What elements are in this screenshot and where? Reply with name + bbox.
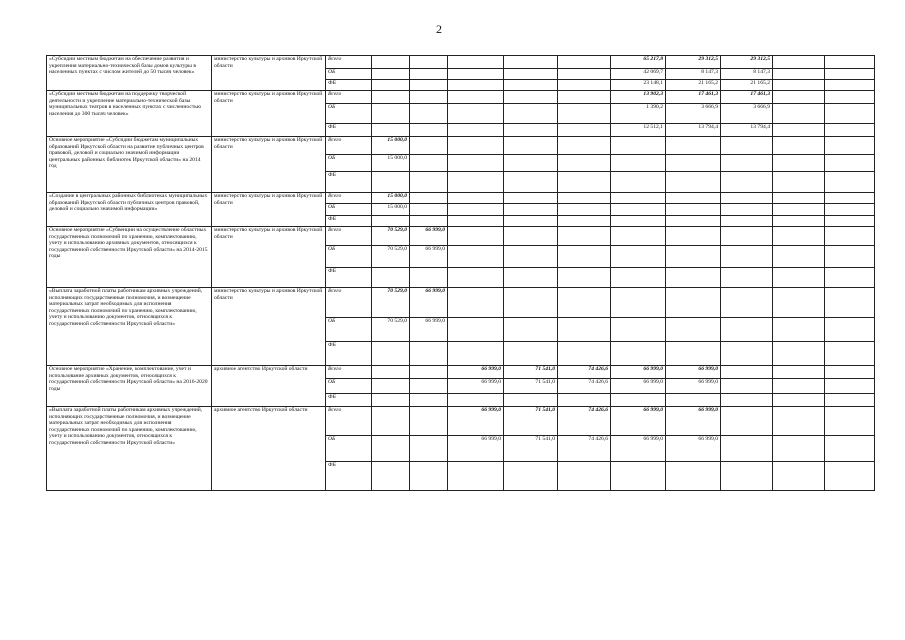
amount-cell: 66 999,0 [448,407,504,436]
funding-source: Всего [326,407,372,436]
amount-cell [666,204,721,216]
amount-cell [825,394,875,407]
amount-cell [410,69,448,80]
funding-source: ФБ [326,268,372,288]
amount-cell [410,91,448,104]
amount-cell [410,172,448,193]
amount-cell [558,193,611,204]
amount-cell [611,268,666,288]
amount-cell [666,394,721,407]
amount-cell [773,124,825,137]
amount-cell [558,155,611,172]
funding-source: ОБ [326,104,372,124]
amount-cell: 15 000,0 [372,137,410,155]
funding-source: Всего [326,137,372,155]
amount-cell [410,137,448,155]
amount-cell: 13 902,3 [611,91,666,104]
amount-cell [372,56,410,69]
amount-cell [372,379,410,394]
amount-cell [372,172,410,193]
funding-source: ОБ [326,318,372,342]
amount-cell [721,246,773,268]
amount-cell [448,246,504,268]
amount-cell [410,155,448,172]
amount-cell [721,172,773,193]
amount-cell [611,204,666,216]
amount-cell [825,69,875,80]
executor-name: министерство культуры и архивов Иркутской области [212,227,326,288]
amount-cell [448,268,504,288]
amount-cell [558,56,611,69]
amount-cell: 29 312,5 [721,56,773,69]
amount-cell [558,268,611,288]
amount-cell [372,462,410,491]
funding-source: ОБ [326,436,372,462]
amount-cell [666,193,721,204]
amount-cell [558,104,611,124]
amount-cell: 42 069,7 [611,69,666,80]
amount-cell [773,69,825,80]
amount-cell [558,288,611,318]
executor-name: министерство культуры и архивов Иркутской области [212,137,326,193]
amount-cell: 66 999,0 [410,227,448,246]
amount-cell [721,407,773,436]
amount-cell [666,137,721,155]
amount-cell [372,124,410,137]
amount-cell [773,407,825,436]
table-row [47,91,875,104]
amount-cell [773,268,825,288]
amount-cell [448,288,504,318]
activity-description: Основное мероприятие «Хранение, комплектование, учет и использование архивных документов, относящихся к государственной собственности Иркутской области» на 2016-2020 годы [47,366,212,407]
activity-description: «Выплата заработной платы работникам архивных учреждений, исполняющих государственные полномочия, и возмещение материальных затрат необходимых для исполнения государственных полномочий по хранению, комплектованию, учету и использованию документов, относящихся к государственной собственности Иркутской области» [47,407,212,491]
amount-cell [372,69,410,80]
amount-cell [372,268,410,288]
executor-name: архивное агентство Иркутской области [212,407,326,491]
amount-cell [372,342,410,366]
amount-cell: 71 541,0 [504,407,558,436]
amount-cell [825,80,875,91]
amount-cell [773,80,825,91]
budget-table [46,55,875,491]
amount-cell: 15 000,0 [372,204,410,216]
amount-cell [721,462,773,491]
amount-cell: 1 390,2 [611,104,666,124]
amount-cell [558,227,611,246]
amount-cell [504,394,558,407]
executor-name: министерство культуры и архивов Иркутской области [212,91,326,137]
amount-cell [773,462,825,491]
amount-cell [611,155,666,172]
amount-cell [372,394,410,407]
amount-cell [504,172,558,193]
amount-cell [504,288,558,318]
amount-cell [372,104,410,124]
amount-cell [410,193,448,204]
amount-cell: 71 541,0 [504,436,558,462]
activity-description: Основное мероприятие «Субсидии бюджетам муниципальных образований Иркутской области на развитие публичных центров правовой, деловой и социально значимой информации центральных районных библиотек Иркутской области» на 2014 год [47,137,212,193]
amount-cell [825,104,875,124]
amount-cell [504,137,558,155]
amount-cell [611,137,666,155]
amount-cell: 17 461,3 [666,91,721,104]
table-row [47,137,875,155]
activity-description: «Субсидии местным бюджетам на обеспечение развития и укрепления материально-технической базы домов культуры в населенных пунктах с числом жителей до 50 тысяч человек» [47,56,212,91]
funding-source: ФБ [326,80,372,91]
funding-source: Всего [326,91,372,104]
amount-cell [721,379,773,394]
amount-cell [825,193,875,204]
amount-cell [721,227,773,246]
funding-source: Всего [326,56,372,69]
funding-source: Всего [326,288,372,318]
amount-cell [558,462,611,491]
amount-cell [410,366,448,379]
amount-cell [666,288,721,318]
amount-cell [372,366,410,379]
amount-cell [666,227,721,246]
amount-cell [448,69,504,80]
amount-cell [410,216,448,227]
amount-cell [611,193,666,204]
amount-cell [558,394,611,407]
amount-cell [410,436,448,462]
amount-cell: 13 794,4 [666,124,721,137]
amount-cell [773,394,825,407]
amount-cell [448,137,504,155]
amount-cell: 12 512,1 [611,124,666,137]
funding-source: ФБ [326,394,372,407]
funding-source: ФБ [326,342,372,366]
amount-cell [558,91,611,104]
amount-cell [558,137,611,155]
amount-cell [558,80,611,91]
amount-cell [448,56,504,69]
amount-cell [504,216,558,227]
amount-cell [773,436,825,462]
funding-source: ОБ [326,69,372,80]
amount-cell [558,69,611,80]
amount-cell: 71 541,0 [504,366,558,379]
amount-cell: 66 999,0 [448,379,504,394]
amount-cell [372,216,410,227]
amount-cell [448,204,504,216]
table-row [47,56,875,69]
activity-description: «Выплата заработной платы работникам архивных учреждений, исполняющих государственные полномочия, и возмещение материальных затрат необходимых для исполнения государственных полномочий по хранению, комплектованию, учету и использованию документов, относящихся к государственной собственности Иркутской области» [47,288,212,366]
table-row [47,407,875,436]
table-row [47,193,875,204]
amount-cell: 66 999,0 [611,407,666,436]
amount-cell [825,56,875,69]
amount-cell [504,91,558,104]
amount-cell [721,394,773,407]
amount-cell [448,80,504,91]
amount-cell [611,227,666,246]
amount-cell [504,246,558,268]
amount-cell [410,80,448,91]
amount-cell [825,172,875,193]
funding-source: ФБ [326,462,372,491]
amount-cell [611,172,666,193]
amount-cell [825,91,875,104]
funding-source: ФБ [326,172,372,193]
amount-cell [410,104,448,124]
amount-cell [504,227,558,246]
amount-cell [448,342,504,366]
amount-cell: 23 148,1 [611,80,666,91]
amount-cell: 71 541,0 [504,379,558,394]
funding-source: ОБ [326,246,372,268]
amount-cell: 3 666,9 [721,104,773,124]
amount-cell [721,268,773,288]
amount-cell [410,124,448,137]
amount-cell [558,246,611,268]
amount-cell: 74 426,6 [558,379,611,394]
amount-cell [611,394,666,407]
amount-cell [448,155,504,172]
amount-cell [448,172,504,193]
amount-cell: 66 999,0 [410,288,448,318]
amount-cell [611,318,666,342]
amount-cell [504,193,558,204]
amount-cell [504,342,558,366]
funding-source: ОБ [326,155,372,172]
executor-name: министерство культуры и архивов Иркутской области [212,288,326,366]
amount-cell [504,80,558,91]
amount-cell: 15 000,0 [372,193,410,204]
amount-cell [825,155,875,172]
amount-cell: 70 529,0 [372,227,410,246]
amount-cell [372,407,410,436]
amount-cell [666,342,721,366]
executor-name: министерство культуры и архивов Иркутской области [212,56,326,91]
amount-cell [448,318,504,342]
amount-cell [825,407,875,436]
amount-cell [448,124,504,137]
amount-cell [825,379,875,394]
amount-cell: 66 999,0 [611,436,666,462]
amount-cell [773,216,825,227]
amount-cell [611,342,666,366]
amount-cell: 8 147,3 [666,69,721,80]
amount-cell [825,462,875,491]
amount-cell [825,227,875,246]
amount-cell [773,342,825,366]
table-row [47,366,875,379]
funding-source: ОБ [326,204,372,216]
funding-source: Всего [326,366,372,379]
amount-cell: 21 165,2 [721,80,773,91]
amount-cell [558,172,611,193]
executor-name: архивное агентство Иркутской области [212,366,326,407]
amount-cell [611,288,666,318]
amount-cell [448,104,504,124]
amount-cell [773,193,825,204]
table-row [47,227,875,246]
amount-cell: 66 999,0 [448,436,504,462]
amount-cell [666,246,721,268]
amount-cell [410,56,448,69]
amount-cell: 70 529,0 [372,288,410,318]
funding-source: ФБ [326,124,372,137]
amount-cell [504,124,558,137]
amount-cell: 66 999,0 [666,379,721,394]
amount-cell [773,366,825,379]
amount-cell [611,216,666,227]
amount-cell [666,462,721,491]
amount-cell [721,288,773,318]
amount-cell [504,268,558,288]
amount-cell [410,379,448,394]
amount-cell [410,342,448,366]
amount-cell [721,137,773,155]
amount-cell [448,91,504,104]
amount-cell: 13 794,4 [721,124,773,137]
amount-cell [825,137,875,155]
amount-cell [773,318,825,342]
amount-cell: 3 666,9 [666,104,721,124]
amount-cell [372,436,410,462]
amount-cell: 66 999,0 [611,366,666,379]
amount-cell [773,379,825,394]
amount-cell [721,216,773,227]
amount-cell: 74 426,6 [558,407,611,436]
amount-cell [558,318,611,342]
amount-cell: 66 999,0 [666,366,721,379]
amount-cell [504,462,558,491]
amount-cell [372,91,410,104]
amount-cell [721,155,773,172]
amount-cell [611,462,666,491]
page-number: 2 [436,22,442,36]
amount-cell: 17 461,3 [721,91,773,104]
amount-cell [773,227,825,246]
amount-cell [504,155,558,172]
amount-cell [410,204,448,216]
amount-cell [410,407,448,436]
amount-cell [504,56,558,69]
amount-cell [504,104,558,124]
amount-cell [558,216,611,227]
amount-cell [721,193,773,204]
amount-cell [825,268,875,288]
amount-cell: 66 999,0 [666,407,721,436]
amount-cell [773,288,825,318]
amount-cell [825,216,875,227]
executor-name: министерство культуры и архивов Иркутской области [212,193,326,227]
amount-cell: 74 426,6 [558,366,611,379]
amount-cell: 66 999,0 [666,436,721,462]
amount-cell [773,172,825,193]
amount-cell [721,204,773,216]
amount-cell: 29 312,5 [666,56,721,69]
table-row [47,288,875,318]
amount-cell [666,216,721,227]
amount-cell [448,227,504,246]
amount-cell [825,366,875,379]
funding-source: ОБ [326,379,372,394]
amount-cell [773,104,825,124]
amount-cell [773,137,825,155]
amount-cell [825,124,875,137]
amount-cell [825,246,875,268]
amount-cell [448,193,504,204]
amount-cell [825,288,875,318]
amount-cell [825,318,875,342]
amount-cell [773,155,825,172]
amount-cell: 15 000,0 [372,155,410,172]
amount-cell [558,124,611,137]
amount-cell [558,342,611,366]
amount-cell [504,204,558,216]
amount-cell: 66 999,0 [410,246,448,268]
amount-cell [410,462,448,491]
amount-cell [721,318,773,342]
amount-cell: 66 999,0 [448,366,504,379]
amount-cell [410,394,448,407]
amount-cell: 74 426,6 [558,436,611,462]
amount-cell [410,268,448,288]
activity-description: «Создание в центральных районных библиотеках муниципальных образований Иркутской области публичных центров правовой, деловой и социально значимой информации» [47,193,212,227]
amount-cell [666,155,721,172]
amount-cell: 70 529,0 [372,246,410,268]
amount-cell [558,204,611,216]
funding-source: ФБ [326,216,372,227]
amount-cell [721,366,773,379]
funding-source: Всего [326,227,372,246]
amount-cell: 70 529,0 [372,318,410,342]
amount-cell [448,462,504,491]
activity-description: «Субсидии местным бюджетам на поддержку творческой деятельности и укрепление материально-технической базы муниципальных театров в населенных пунктах с численностью населения до 300 тысяч человек» [47,91,212,137]
funding-source: Всего [326,193,372,204]
amount-cell: 21 165,2 [666,80,721,91]
amount-cell: 66 999,0 [611,379,666,394]
amount-cell: 8 147,3 [721,69,773,80]
amount-cell [504,69,558,80]
amount-cell [721,436,773,462]
amount-cell [773,91,825,104]
amount-cell [666,268,721,288]
amount-cell [825,342,875,366]
amount-cell: 66 999,0 [410,318,448,342]
amount-cell [448,216,504,227]
amount-cell [611,246,666,268]
amount-cell [721,342,773,366]
amount-cell [372,80,410,91]
amount-cell [448,394,504,407]
amount-cell [666,318,721,342]
amount-cell [666,172,721,193]
amount-cell [773,246,825,268]
amount-cell [773,204,825,216]
amount-cell [504,318,558,342]
amount-cell [773,56,825,69]
amount-cell: 65 217,8 [611,56,666,69]
amount-cell [825,204,875,216]
activity-description: Основное мероприятие «Субвенции на осуществление областных государственных полномочий по хранению, комплектованию, учету и использованию архивных документов, относящихся к государственной собственности Иркутской области» на 2014-2015 годы [47,227,212,288]
amount-cell [825,436,875,462]
